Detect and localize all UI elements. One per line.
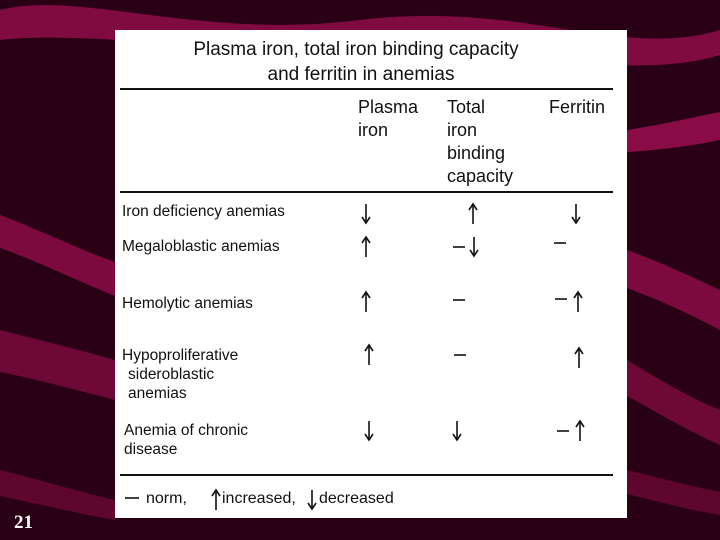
arrow-up-icon — [569, 290, 587, 314]
arrow-down-icon — [448, 419, 466, 443]
arrow-up-icon — [357, 290, 375, 314]
slide-title-line2: and ferritin in anemias — [267, 64, 455, 85]
dash-icon — [450, 288, 468, 312]
row-label-iron-deficiency: Iron deficiency anemias — [122, 203, 285, 220]
dash-icon — [554, 419, 572, 443]
legend-norm-label: norm, — [146, 490, 187, 507]
arrow-up-icon — [464, 202, 482, 226]
arrow-up-icon — [360, 343, 378, 367]
arrow-up-icon — [357, 235, 375, 259]
page-number: 21 — [14, 512, 33, 533]
header-ferritin: Ferritin — [549, 97, 606, 117]
header-rule — [120, 191, 613, 193]
dash-icon — [551, 231, 569, 255]
arrow-down-icon — [357, 202, 375, 226]
top-rule — [120, 88, 613, 90]
arrow-down-icon — [465, 235, 483, 259]
row-label-hypoproliferative: Hypoproliferative sideroblastic anemias — [122, 347, 239, 402]
dash-icon — [451, 343, 469, 367]
bottom-rule — [120, 474, 613, 476]
arrow-up-icon — [571, 419, 589, 443]
slide-title-line1: Plasma iron, total iron binding capacity — [193, 39, 519, 60]
dash-icon — [552, 287, 570, 311]
legend-decreased-label: decreased — [319, 490, 394, 507]
header-tibc: Total iron binding capacity — [447, 97, 514, 186]
arrow-down-icon — [360, 419, 378, 443]
arrow-up-icon — [570, 346, 588, 370]
arrow-down-icon — [567, 202, 585, 226]
row-label-chronic-disease: Anemia of chronic disease — [124, 422, 249, 458]
legend-increased-label: increased, — [222, 490, 296, 507]
header-plasma-iron: Plasma iron — [358, 97, 419, 140]
row-label-hemolytic: Hemolytic anemias — [122, 295, 253, 312]
dash-icon — [123, 486, 141, 510]
slide-content-card — [115, 30, 627, 518]
row-label-megaloblastic: Megaloblastic anemias — [122, 238, 280, 255]
